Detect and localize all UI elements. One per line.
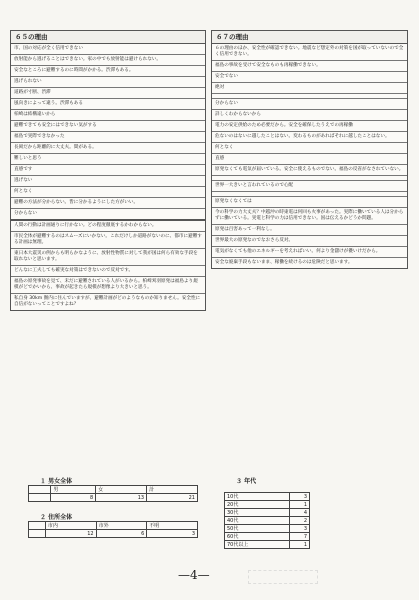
reason-row: 避難の方法が分からない。皆に分かるようにした方がいい。: [11, 198, 205, 209]
reason-row: 私自身 30km 圏内に住んでいますが、避難計画がどのようなものか知りません。安全性に自信がないってことですよね？: [14, 296, 201, 307]
residence-value-city: 12: [45, 530, 96, 538]
reasons-65-panel: [10, 30, 206, 311]
reason-row: 安全でない: [212, 72, 407, 83]
reason-row: 何となく: [212, 143, 407, 154]
reason-row: 原発は百害あって一利なし。: [212, 225, 407, 236]
reasons-67-list: [212, 44, 407, 268]
reason-row: 原発なくても電気が届いている。安全に使えるものでない。福島の反省がなされていない。: [212, 165, 407, 176]
reason-row: 直感: [212, 154, 407, 165]
reason-row: 分からない: [11, 209, 205, 221]
age-value: 1: [289, 501, 309, 509]
reason-row: 世界一大きいと言われているので心配: [212, 181, 407, 192]
reason-row: 難しいと思う: [11, 154, 205, 165]
reasons-67-panel: [211, 30, 408, 269]
reason-row: 人間の行動は計画通りに行かない。どの程度徹底するかわからない。: [11, 221, 205, 232]
age-table-title: ３ 年代: [236, 478, 257, 485]
reason-row: 今の科学の力大丈夫？中越沖の時東電は何回も火事があった。実際に働いている人は分からずに働いている。実電と科学の力は信用できない。国は伝えるかどうか問題。: [212, 208, 407, 225]
age-label: 10代: [225, 493, 290, 501]
gender-value-total: 21: [147, 494, 198, 502]
age-label: 20代: [225, 501, 290, 509]
residence-header-city: 市内: [45, 522, 96, 530]
age-row: [225, 501, 310, 509]
reason-row: 放射能から逃げることはできない。家の中でも放射能は避けられない。: [11, 55, 205, 66]
reasons-67-heading: ６７の理由: [212, 31, 407, 44]
residence-table-title: ２ 住所全体: [40, 514, 73, 521]
reason-row: 世界最大の原発なのでなおさら反対。: [212, 236, 407, 247]
residence-value-blank: [29, 530, 46, 538]
gender-header-total: 計: [147, 486, 198, 494]
gender-value-male: 8: [51, 494, 96, 502]
age-row: [225, 509, 310, 517]
reason-row: 逃げない: [11, 176, 205, 187]
age-label: 50代: [225, 525, 290, 533]
reason-row: 原発なくなくては: [212, 197, 407, 208]
gender-value-female: 13: [96, 494, 147, 502]
residence-header-unknown: 不明: [147, 522, 198, 530]
age-label: 70代以上: [225, 541, 290, 549]
reason-row: ６の理由のほか、安全性が確認できない。地震など想定外の対策を国が取っていないので全く信用できない。: [212, 44, 407, 61]
residence-header-outside: 市外: [96, 522, 147, 530]
reason-row: 風向きによって違う。渋滞もある: [11, 99, 205, 110]
age-row: [225, 525, 310, 533]
reason-row: 市民全体が避難するのはスムーズにいかない。これだけしか道路がないのに、都市に避難する計画は無理。: [11, 232, 205, 249]
age-value: 2: [289, 517, 309, 525]
gender-table-title: １ 男女全体: [40, 478, 73, 485]
residence-table: [28, 521, 198, 538]
age-row: [225, 533, 310, 541]
reason-row: 電力の安定供給のため必要だから。安全を確保したうえでの再稼働: [212, 121, 407, 132]
reason-row: 長岡だから距離的に大丈夫。間がある。: [11, 143, 205, 154]
reasons-65-heading: ６５の理由: [11, 31, 205, 44]
gender-header-blank: [29, 486, 51, 494]
age-row: [225, 493, 310, 501]
residence-value-outside: 6: [96, 530, 147, 538]
reason-row: 絶対: [212, 83, 407, 94]
reason-row: 分からない: [212, 99, 407, 110]
residence-value-unknown: 3: [147, 530, 198, 538]
age-row: [225, 517, 310, 525]
age-label: 30代: [225, 509, 290, 517]
age-value: 1: [289, 541, 309, 549]
reason-row: 福島で実際できなかった: [11, 132, 205, 143]
residence-header-blank: [29, 522, 46, 530]
reason-row: 福島の事故を受けて安全なものも再稼働できない。: [212, 61, 407, 72]
age-value: 4: [289, 509, 309, 517]
reason-row: 逃げられない: [11, 77, 205, 88]
reason-row: 詳しくわからないから: [212, 110, 407, 121]
age-label: 40代: [225, 517, 290, 525]
gender-header-female: 女: [96, 486, 147, 494]
reason-row: 道路が寸断、渋滞: [11, 88, 205, 99]
reason-row: 柏崎は結構遠いから: [11, 110, 205, 121]
age-table: [224, 492, 310, 549]
reason-row: 安全な廃棄手段もないまま、稼働を続けるのは危険だと思います。: [215, 260, 353, 265]
age-value: 3: [289, 525, 309, 533]
page-number: —4—: [178, 568, 210, 582]
reason-row: 安全なところに避難するのに時間がかかる。渋滞もある。: [11, 66, 205, 77]
age-label: 60代: [225, 533, 290, 541]
reason-row: 直感です: [11, 165, 205, 176]
reasons-65-list: [11, 44, 205, 310]
gender-header-male: 男: [51, 486, 96, 494]
reason-row: 福島の原発事故を見て、未だに避難されている人がいるから。柏崎刈羽原発は福島より規模がどでかいから、事故が起きたら規模が想像より大きいと思う。: [11, 277, 205, 294]
age-value: 7: [289, 533, 309, 541]
reason-row: 電気がなくても他のエネルギーを考えればいい。何より金儲けが優いけだから。: [212, 247, 407, 258]
reason-row: 東日本大震災の例からも明らかなように、放射性物質に対して我が国は何ら有効な手段を取れないと思います。: [11, 249, 205, 266]
age-value: 3: [289, 493, 309, 501]
gender-value-blank: [29, 494, 51, 502]
scan-artifact: [248, 570, 318, 584]
age-row: [225, 541, 310, 549]
reason-row: 避難できても安全にはできない気がする: [11, 121, 205, 132]
reason-row: どんなに工夫しても確実な対策はできないので反対です。: [11, 266, 205, 277]
reason-row: 市、国の対応が全く信用できない: [11, 44, 205, 55]
reason-row: 何となく: [11, 187, 205, 198]
reason-row: 危ないのはないに越したことはない。変わるものがあればそれに越したことはない。: [212, 132, 407, 143]
gender-table: [28, 485, 198, 502]
